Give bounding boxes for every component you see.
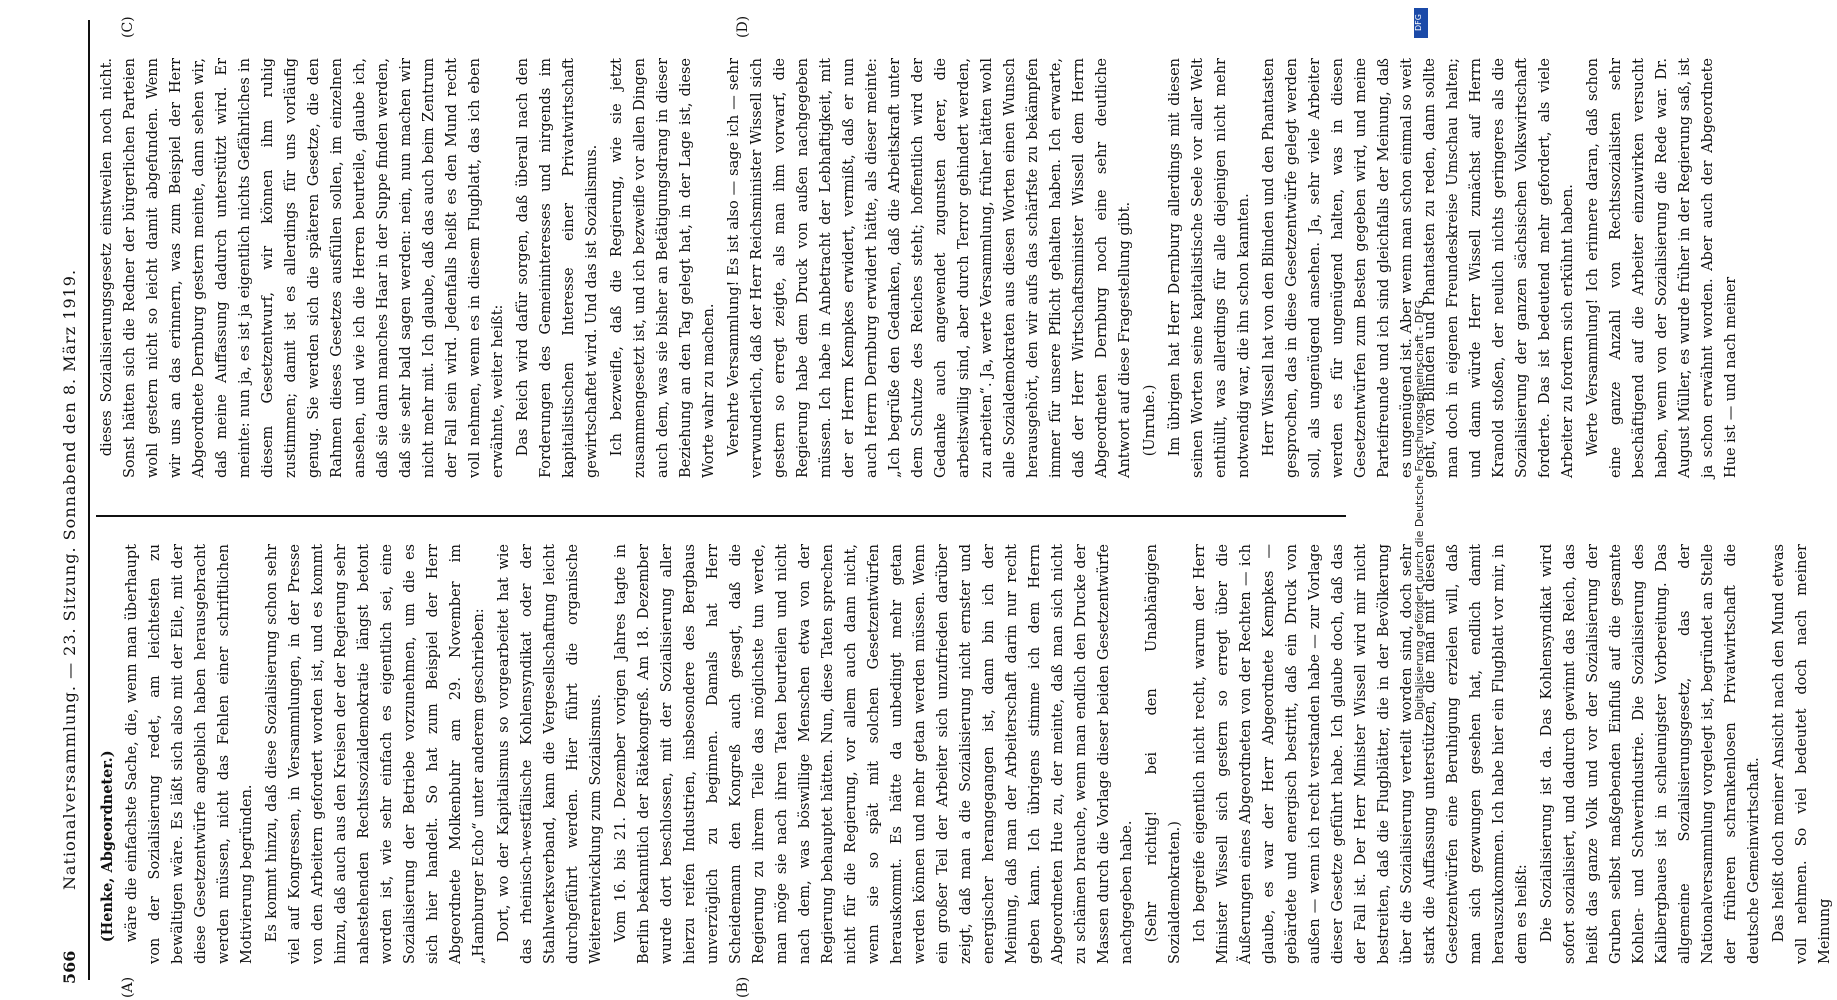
right-column — [96, 58, 1739, 478]
paragraph: Ich begreife eigentlich nicht recht, warum der Herr Minister Wissell sich gestern so erregt über die Äußerungen eines Abgeordneten von der Rechten — ich glaube, es war der Herr Abgeordnete Kempkes — gebärdete und energisch bestritt, daß ein Druck von außen — wenn ich recht verstanden habe — zur Vorlage dieser Gesetze geführt habe. Ich glaube doch, daß das der Fall ist. Der Herr Minister Wissell wird mir nicht bestreiten, daß die Flugblätter, die in der Bevölkerung über die Sozialisierung verteilt worden sind, doch sehr stark die Auffassung unterstützen, die man mit diesen Gesetzentwürfen eine Beruhigung erzielen will, daß man sich gezwungen gesehen hat, endlich damit herauszukommen. Ich habe hier ein Flugblatt vor mir, in dem es heißt: — [1192, 544, 1530, 964]
quote-paragraph: Das Reich wird dafür sorgen, daß überall nach den Forderungen des Gemeininteresses und nirgends im kapitalistischen Interesse einer Privatwirtschaft gewirtschaftet wird. Und das ist Sozialismus. — [515, 58, 600, 478]
digitization-note: Digitalisierung gefördert durch die Deutsche Forschungsgemeinschaft - DFG — [1413, 300, 1426, 721]
page-header-title: Nationalversammlung. — 23. Sitzung. Sonnabend den 8. März 1919. — [60, 268, 79, 890]
margin-mark-d: (D) — [735, 15, 751, 38]
page-number: 566 — [60, 950, 79, 984]
paragraph: Vom 16. bis 21. Dezember vorigen Jahres tagte in Berlin bekanntlich der Rätekongreß. Am 18. Dezember wurde dort beschlossen, mit der Sozialisierung aller hierzu reifen Industrien, insbesondere des Bergbaus unverzüglich zu beginnen. Damals hat Herr Scheidemann den Kongreß auch gesagt, daß die Regierung zu ihrem Teile das möglichste tun werde, man möge sie nach ihren Taten beurteilen und nicht nach dem, was böswillige Menschen etwa von der Regierung behauptet hätten. Nun, diese Taten sprechen nicht für die Regierung, vor allem auch dann nicht, wenn sie so spät mit solchen Gesetzentwürfen herauskommt. Es hätte da unbedingt mehr getan werden können und mehr getan werden müssen. Wenn ein großer Teil der Arbeiter sich unzufrieden darüber zeigt, daß man a die Sozialisierung nicht ernster und energischer herangegangen ist, dann bin ich der Meinung, daß man der Arbeiterschaft darin nur recht geben kann. Ich übrigens stimme ich dem Herrn Abgeordneten Hue zu, der meinte, daß man sich nicht zu schämen brauche, wenn man endlich den Drucke der Massen durch die Vorlage dieser beiden Gesetzentwürfe nachgegeben habe. — [613, 544, 1135, 964]
paragraph: Verehrte Versammlung! Es ist also — sage ich — sehr verwunderlich, daß der Herr Reichsminister Wissell sich gestern so erregt zeigte, als man ihm vorwarf, die Regierung habe dem Druck von außen nachgegeben müssen. Ich habe in Anbetracht der Lebhaftigkeit, mit der er Herrn Kempkes erwidert, vermißt, daß er nun auch Herrn Dernburg erwidert hätte, als dieser meinte: „Ich begrüße den Gedanken, daß die Arbeitskraft unter dem Schutze des Reiches steht; hoffentlich wird der Gedanke auch angewendet zugunsten derer, die arbeitswillig sind, aber durch Terror gehindert werden, zu arbeiten“. Ja, werte Versammlung, früher hätten wohl alle Sozialdemokraten aus diesen Worten einen Wunsch herausgehört, den wir aufs das schärfste zu bekämpfen immer für unsere Pflicht gehalten haben. Ich erwarte, daß der Herr Wirtschaftsminister Wissell dem Herrn Abgeordneten Dernburg noch eine sehr deutliche Antwort auf diese Fragestellung gibt. — [726, 58, 1133, 478]
header-rule — [88, 20, 90, 980]
speaker-line: (Henke, Abgeordneter.) — [99, 750, 116, 943]
paragraph: Herr Wissell hat von den Blinden und den Phantasten gesprochen, das in diese Gesetzentwürfe gelegt werden soll, als ungenügend ansehen. Ja, sehr viele Arbeiter werden es für ungenügend halten, was in diesen Gesetzentwürfen zum Besten gegeben wird, und meine Parteifreunde und ich sind gleichfalls der Meinung, daß es ungenügend ist. Aber wenn man schon einmal so weit geht, von Blinden und Phantasten zu reden, dann sollte man doch in eigenen Freundeskreise Umschau halten; und dann würde Herr Wissell zunächst auf Herrn Kranold stoßen, der neulich nichts geringeres als die Sozialisierung der ganzen sächsischen Volkswirtschaft forderte. Das ist bedeutend mehr gefordert, als viele Arbeiter zu fordern sich erkühnt haben. — [1261, 58, 1576, 478]
quote-paragraph: Dort, wo der Kapitalismus so vorgearbeitet hat wie das rheinisch-westfälische Kohlensyndikat oder der Stahlwerksverband, kann die Vergesellschaftung leicht durchgeführt werden. Hier führt die organische Weiterentwicklung zum Sozialismus. — [496, 544, 604, 964]
interjection: (Unruhe.) — [1142, 384, 1158, 457]
dfg-logo: DFG — [1414, 8, 1428, 38]
paragraph: wäre die einfachste Sache, die, wenn man überhaupt von der Sozialisierung redet, am leichtesten zu bewältigen wäre. Es läßt sich also mit der Eile, mit der diese Gesetzentwürfe angeblich haben herausgebracht werden müssen, nicht das Fehlen einer schriftlichen Motivierung begründen. — [124, 544, 255, 964]
paragraph: dieses Sozialisierungsgesetz einstweilen noch nicht. Sonst hätten sich die Redner der bürgerlichen Parteien wohl gestern nicht so leicht damit abgefunden. Wenn wir uns an das erinnern, was zum Beispiel der Herr Abgeordnete Dernburg gestern meinte, dann sehen wir, daß meine Auffassung dadurch unterstützt wird. Er meinte: nun ja, es ist ja eigentlich nichts Gefährliches in diesem Gesetzentwurf, wir können ihm ruhig zustimmen; damit ist es allerdings für uns vorläufig genug. Sie werden sich die späteren Gesetze, die den Rahmen dieses Gesetzes ausfüllen sollen, im einzelnen ansehen, und wie ich die Herren beurteile, glaube ich, daß sie dann manches Haar in der Suppe finden werden, daß sie sehr bald sagen werden: nein, nun machen wir nicht mehr mit. Ich glaube, daß das auch beim Zentrum der Fall sein wird. Jedenfalls heißt es den Mund recht voll nehmen, wenn es in diesem Flugblatt, das ich eben erwähnte, weiter heißt: — [99, 58, 506, 478]
left-column — [96, 544, 1833, 964]
paragraph: Ich bezweifle, daß die Regierung, wie sie jetzt zusammengesetzt ist, und ich bezweifle vor allen Dingen auch dem, was sie bisher an Betätigungsdrang in dieser Beziehung an den Tag gelegt hat, in der Lage ist, diese Worte wahr zu machen. — [609, 58, 717, 478]
paragraph: Das heißt doch meiner Ansicht nach den Mund etwas voll nehmen. So viel bedeutet doch nach meiner Meinung — [1771, 544, 1833, 964]
paragraph: Es kommt hinzu, daß diese Sozialisierung schon sehr viel auf Kongressen, in Versammlungen, in der Presse von den Arbeitern gefordert worden ist, und es kommt hinzu, daß auch aus den Kreisen der der Regierung sehr nahestehenden Rechtssozialdemokratie längst betont worden ist, wie sehr einfach es eigentlich sei, eine Sozialisierung der Betriebe vorzunehmen, um die es sich hier handelt. So hat zum Beispiel der Herr Abgeordnete Molkenbuhr am 29. November im „Hamburger Echo“ unter anderem geschrieben: — [264, 544, 487, 964]
interjection: (Sehr richtig! bei den Unabhängigen Sozialdemokraten.) — [1144, 544, 1183, 964]
column-divider — [96, 515, 1346, 517]
quote-paragraph: Die Sozialisierung ist da. Das Kohlensyndikat wird sofort sozialisiert, und dadurch gewinnt das Reich, das heißt das ganze Volk und vor der Sozialisierung der Gruben selbst maßgebenden Einfluß auf die gesamte Kohlen- und Schwerindustrie. Die Sozialisierung des Kalibergbaues ist in schleunigster Vorbereitung. Das allgemeine Sozialisierungsgesetz, das der Nationalversammlung vorgelegt ist, begründet an Stelle der früheren schrankenlosen Privatwirtschaft die deutsche Gemeinwirtschaft. — [1539, 544, 1762, 964]
margin-mark-c: (C) — [120, 16, 136, 38]
margin-mark-a: (A) — [120, 976, 136, 998]
margin-mark-b: (B) — [735, 976, 751, 998]
paragraph: Werte Versammlung! Ich erinnere daran, daß schon eine ganze Anzahl von Rechtssozialisten sehr beschäftigend auf die Arbeiter einzuwirken versucht haben, wenn von der Sozialisierung die Rede war. Dr. August Müller, es wurde früher in der Regierung saß, ist ja schon erwähnt worden. Aber auch der Abgeordnete Hue ist — und nach meiner — [1585, 58, 1739, 478]
paragraph: Im übrigen hat Herr Dernburg allerdings mit diesen seinen Worten seine kapitalistische Seele vor aller Welt enthüllt, was allerdings für alle diejenigen nicht mehr notwendig war, die ihn schon kannten. — [1167, 58, 1252, 478]
